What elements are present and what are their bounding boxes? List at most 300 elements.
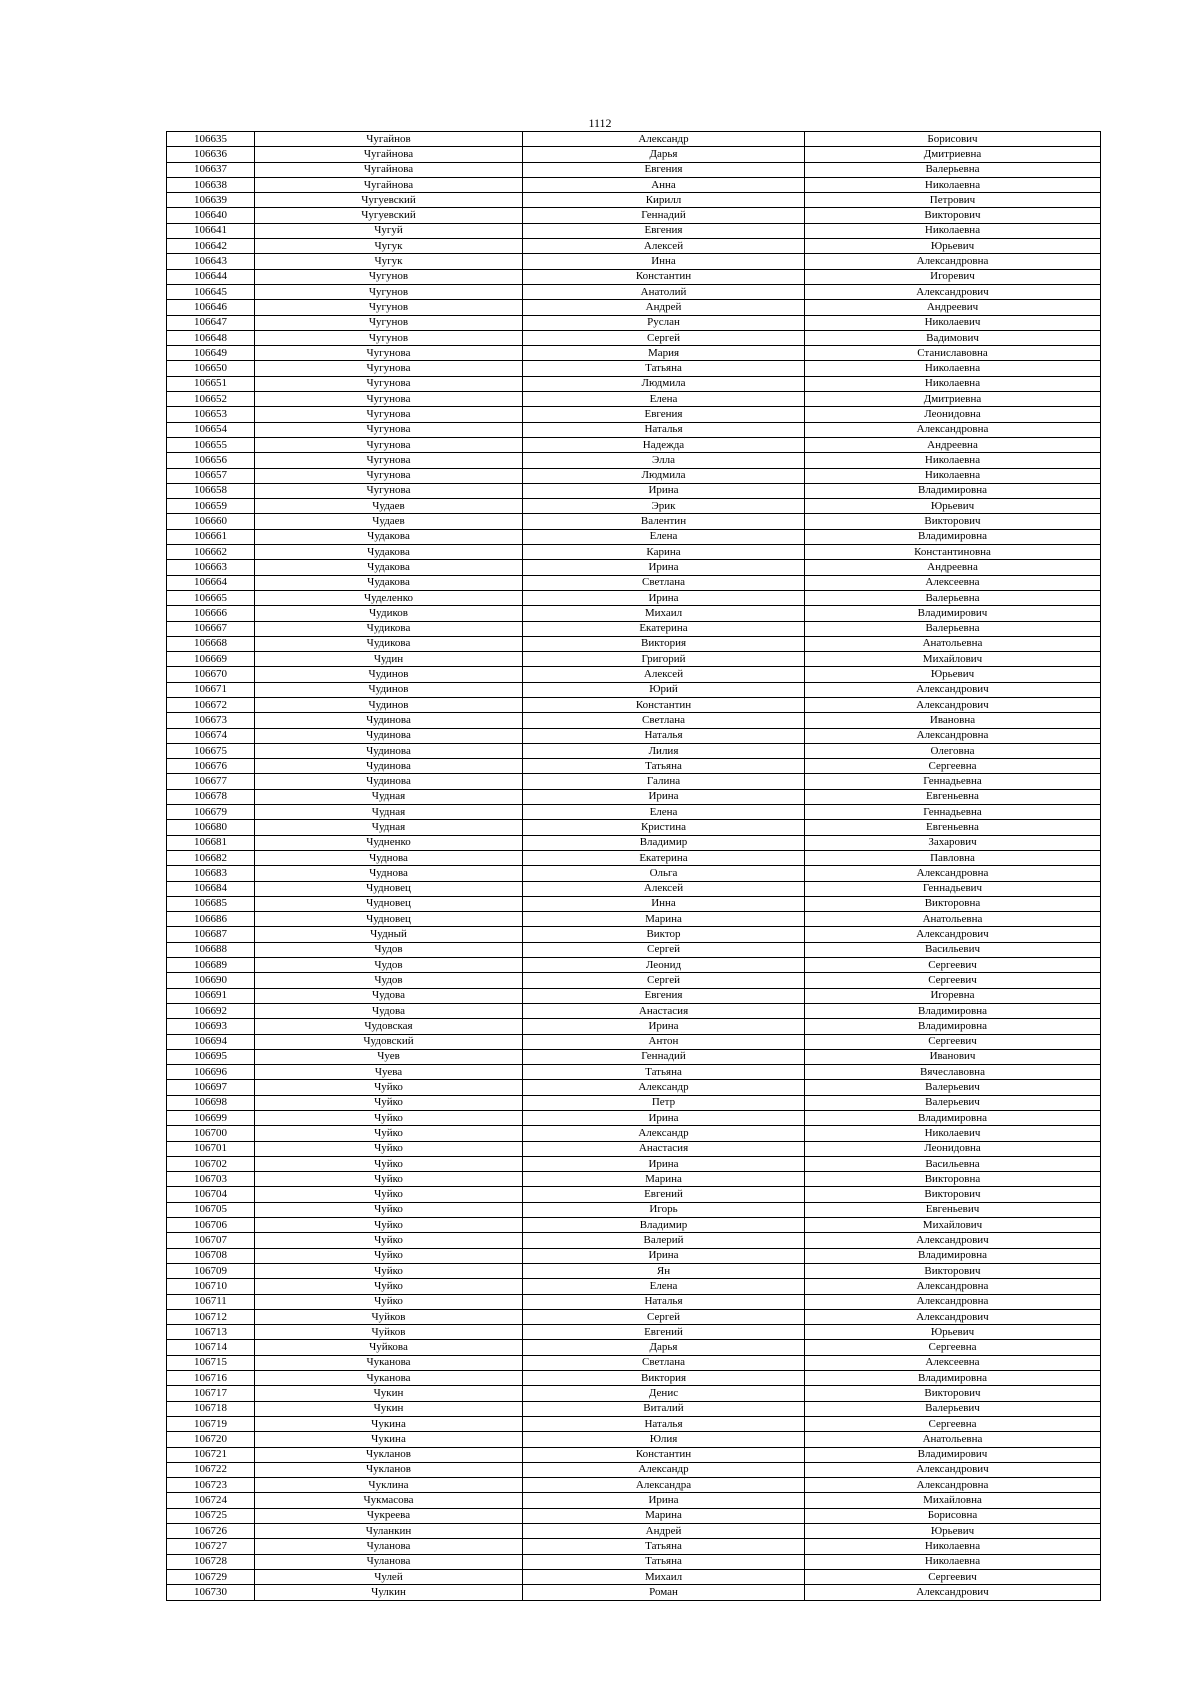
row-number-cell: 106659	[167, 499, 255, 514]
last-name-cell: Чугунова	[255, 468, 523, 483]
patronymic-cell: Николаевна	[805, 223, 1101, 238]
first-name-cell: Ирина	[523, 560, 805, 575]
patronymic-cell: Владимировна	[805, 1111, 1101, 1126]
row-number-cell: 106675	[167, 743, 255, 758]
patronymic-cell: Андреевич	[805, 300, 1101, 315]
first-name-cell: Светлана	[523, 713, 805, 728]
patronymic-cell: Анатольевна	[805, 1432, 1101, 1447]
row-number-cell: 106711	[167, 1294, 255, 1309]
patronymic-cell: Юрьевич	[805, 667, 1101, 682]
row-number-cell: 106687	[167, 927, 255, 942]
first-name-cell: Александр	[523, 1080, 805, 1095]
table-row	[167, 468, 1101, 483]
first-name-cell: Элла	[523, 453, 805, 468]
patronymic-cell: Николаевна	[805, 1554, 1101, 1569]
table-row	[167, 560, 1101, 575]
last-name-cell: Чудинов	[255, 697, 523, 712]
last-name-cell: Чуклина	[255, 1478, 523, 1493]
table-row	[167, 820, 1101, 835]
first-name-cell: Андрей	[523, 1524, 805, 1539]
last-name-cell: Чуева	[255, 1065, 523, 1080]
table-row	[167, 621, 1101, 636]
last-name-cell: Чугуевский	[255, 193, 523, 208]
row-number-cell: 106641	[167, 223, 255, 238]
row-number-cell: 106647	[167, 315, 255, 330]
last-name-cell: Чукин	[255, 1386, 523, 1401]
last-name-cell: Чуйко	[255, 1095, 523, 1110]
table-row	[167, 942, 1101, 957]
table-row	[167, 177, 1101, 192]
table-row	[167, 1187, 1101, 1202]
last-name-cell: Чудакова	[255, 545, 523, 560]
first-name-cell: Евгений	[523, 1325, 805, 1340]
patronymic-cell: Ивановна	[805, 713, 1101, 728]
first-name-cell: Ирина	[523, 1248, 805, 1263]
first-name-cell: Юрий	[523, 682, 805, 697]
first-name-cell: Лилия	[523, 743, 805, 758]
row-number-cell: 106729	[167, 1569, 255, 1584]
last-name-cell: Чугайнов	[255, 132, 523, 147]
table-row	[167, 1340, 1101, 1355]
last-name-cell: Чукина	[255, 1416, 523, 1431]
row-number-cell: 106714	[167, 1340, 255, 1355]
table-row	[167, 1065, 1101, 1080]
table-row	[167, 606, 1101, 621]
first-name-cell: Татьяна	[523, 1539, 805, 1554]
patronymic-cell: Викторович	[805, 514, 1101, 529]
last-name-cell: Чудновец	[255, 896, 523, 911]
table-row	[167, 743, 1101, 758]
table-row	[167, 1309, 1101, 1324]
patronymic-cell: Станиславовна	[805, 346, 1101, 361]
last-name-cell: Чугайнова	[255, 147, 523, 162]
table-row	[167, 1478, 1101, 1493]
table-row	[167, 1447, 1101, 1462]
first-name-cell: Владимир	[523, 1218, 805, 1233]
row-number-cell: 106706	[167, 1218, 255, 1233]
table-row	[167, 759, 1101, 774]
row-number-cell: 106670	[167, 667, 255, 682]
first-name-cell: Евгения	[523, 407, 805, 422]
patronymic-cell: Анатольевна	[805, 912, 1101, 927]
first-name-cell: Александра	[523, 1478, 805, 1493]
patronymic-cell: Сергеевна	[805, 1340, 1101, 1355]
table-row	[167, 1095, 1101, 1110]
last-name-cell: Чудов	[255, 942, 523, 957]
first-name-cell: Мария	[523, 346, 805, 361]
row-number-cell: 106676	[167, 759, 255, 774]
first-name-cell: Игорь	[523, 1202, 805, 1217]
first-name-cell: Петр	[523, 1095, 805, 1110]
patronymic-cell: Александровна	[805, 422, 1101, 437]
patronymic-cell: Николаевна	[805, 177, 1101, 192]
row-number-cell: 106654	[167, 422, 255, 437]
row-number-cell: 106667	[167, 621, 255, 636]
row-number-cell: 106720	[167, 1432, 255, 1447]
first-name-cell: Виктория	[523, 636, 805, 651]
patronymic-cell: Валерьевич	[805, 1095, 1101, 1110]
table-row	[167, 330, 1101, 345]
patronymic-cell: Михайлович	[805, 652, 1101, 667]
last-name-cell: Чудин	[255, 652, 523, 667]
patronymic-cell: Дмитриевна	[805, 147, 1101, 162]
patronymic-cell: Владимировна	[805, 1019, 1101, 1034]
row-number-cell: 106710	[167, 1279, 255, 1294]
patronymic-cell: Александрович	[805, 927, 1101, 942]
patronymic-cell: Владимирович	[805, 606, 1101, 621]
last-name-cell: Чудинова	[255, 774, 523, 789]
last-name-cell: Чуйко	[255, 1080, 523, 1095]
patronymic-cell: Олеговна	[805, 743, 1101, 758]
table-row	[167, 575, 1101, 590]
patronymic-cell: Александрович	[805, 284, 1101, 299]
last-name-cell: Чугунова	[255, 392, 523, 407]
table-row	[167, 927, 1101, 942]
table-row	[167, 697, 1101, 712]
first-name-cell: Андрей	[523, 300, 805, 315]
last-name-cell: Чудная	[255, 805, 523, 820]
last-name-cell: Чуднова	[255, 850, 523, 865]
row-number-cell: 106669	[167, 652, 255, 667]
table-row	[167, 392, 1101, 407]
first-name-cell: Денис	[523, 1386, 805, 1401]
table-row	[167, 835, 1101, 850]
first-name-cell: Анатолий	[523, 284, 805, 299]
table-row	[167, 652, 1101, 667]
row-number-cell: 106671	[167, 682, 255, 697]
table-row	[167, 346, 1101, 361]
last-name-cell: Чугук	[255, 254, 523, 269]
last-name-cell: Чугук	[255, 239, 523, 254]
patronymic-cell: Александрович	[805, 1585, 1101, 1600]
table-row	[167, 682, 1101, 697]
table-body	[167, 132, 1101, 1601]
first-name-cell: Елена	[523, 805, 805, 820]
first-name-cell: Ирина	[523, 1111, 805, 1126]
row-number-cell: 106678	[167, 789, 255, 804]
patronymic-cell: Сергеевна	[805, 1416, 1101, 1431]
first-name-cell: Сергей	[523, 973, 805, 988]
last-name-cell: Чугунов	[255, 330, 523, 345]
row-number-cell: 106643	[167, 254, 255, 269]
row-number-cell: 106712	[167, 1309, 255, 1324]
last-name-cell: Чуйко	[255, 1202, 523, 1217]
table-row	[167, 774, 1101, 789]
last-name-cell: Чудинова	[255, 728, 523, 743]
patronymic-cell: Александровна	[805, 1478, 1101, 1493]
last-name-cell: Чудинова	[255, 713, 523, 728]
patronymic-cell: Викторовна	[805, 1172, 1101, 1187]
first-name-cell: Ирина	[523, 789, 805, 804]
row-number-cell: 106674	[167, 728, 255, 743]
table-row	[167, 1432, 1101, 1447]
row-number-cell: 106718	[167, 1401, 255, 1416]
first-name-cell: Александр	[523, 1126, 805, 1141]
row-number-cell: 106717	[167, 1386, 255, 1401]
table-row	[167, 1003, 1101, 1018]
names-table	[166, 131, 1101, 1601]
row-number-cell: 106730	[167, 1585, 255, 1600]
first-name-cell: Дарья	[523, 147, 805, 162]
first-name-cell: Инна	[523, 896, 805, 911]
last-name-cell: Чудная	[255, 789, 523, 804]
table-row	[167, 1233, 1101, 1248]
row-number-cell: 106708	[167, 1248, 255, 1263]
row-number-cell: 106702	[167, 1156, 255, 1171]
first-name-cell: Людмила	[523, 468, 805, 483]
row-number-cell: 106725	[167, 1508, 255, 1523]
last-name-cell: Чуйко	[255, 1263, 523, 1278]
last-name-cell: Чугунова	[255, 407, 523, 422]
row-number-cell: 106658	[167, 483, 255, 498]
first-name-cell: Наталья	[523, 728, 805, 743]
patronymic-cell: Алексеевна	[805, 575, 1101, 590]
table-row	[167, 973, 1101, 988]
row-number-cell: 106703	[167, 1172, 255, 1187]
first-name-cell: Эрик	[523, 499, 805, 514]
last-name-cell: Чугунова	[255, 437, 523, 452]
first-name-cell: Анастасия	[523, 1003, 805, 1018]
patronymic-cell: Борисович	[805, 132, 1101, 147]
row-number-cell: 106651	[167, 376, 255, 391]
table-row	[167, 866, 1101, 881]
patronymic-cell: Вадимович	[805, 330, 1101, 345]
patronymic-cell: Геннадьевна	[805, 774, 1101, 789]
patronymic-cell: Сергеевич	[805, 958, 1101, 973]
row-number-cell: 106709	[167, 1263, 255, 1278]
row-number-cell: 106698	[167, 1095, 255, 1110]
patronymic-cell: Александрович	[805, 1309, 1101, 1324]
table-row	[167, 1156, 1101, 1171]
patronymic-cell: Николаевна	[805, 453, 1101, 468]
row-number-cell: 106639	[167, 193, 255, 208]
row-number-cell: 106666	[167, 606, 255, 621]
patronymic-cell: Игоревич	[805, 269, 1101, 284]
first-name-cell: Роман	[523, 1585, 805, 1600]
patronymic-cell: Владимирович	[805, 1447, 1101, 1462]
table-row	[167, 1508, 1101, 1523]
patronymic-cell: Николаевна	[805, 361, 1101, 376]
row-number-cell: 106679	[167, 805, 255, 820]
patronymic-cell: Леонидовна	[805, 1141, 1101, 1156]
patronymic-cell: Андреевна	[805, 560, 1101, 575]
row-number-cell: 106657	[167, 468, 255, 483]
row-number-cell: 106696	[167, 1065, 255, 1080]
last-name-cell: Чукреева	[255, 1508, 523, 1523]
row-number-cell: 106689	[167, 958, 255, 973]
table-row	[167, 269, 1101, 284]
table-row	[167, 728, 1101, 743]
row-number-cell: 106665	[167, 590, 255, 605]
last-name-cell: Чугунова	[255, 422, 523, 437]
first-name-cell: Константин	[523, 269, 805, 284]
row-number-cell: 106682	[167, 850, 255, 865]
table-row	[167, 1371, 1101, 1386]
row-number-cell: 106635	[167, 132, 255, 147]
first-name-cell: Геннадий	[523, 1049, 805, 1064]
first-name-cell: Анна	[523, 177, 805, 192]
last-name-cell: Чуднова	[255, 866, 523, 881]
first-name-cell: Татьяна	[523, 759, 805, 774]
first-name-cell: Константин	[523, 697, 805, 712]
first-name-cell: Ольга	[523, 866, 805, 881]
first-name-cell: Александр	[523, 132, 805, 147]
last-name-cell: Чугуевский	[255, 208, 523, 223]
row-number-cell: 106694	[167, 1034, 255, 1049]
first-name-cell: Екатерина	[523, 850, 805, 865]
last-name-cell: Чудовский	[255, 1034, 523, 1049]
first-name-cell: Елена	[523, 392, 805, 407]
row-number-cell: 106726	[167, 1524, 255, 1539]
table-row	[167, 315, 1101, 330]
patronymic-cell: Александровна	[805, 1279, 1101, 1294]
row-number-cell: 106663	[167, 560, 255, 575]
first-name-cell: Виктор	[523, 927, 805, 942]
last-name-cell: Чуйко	[255, 1279, 523, 1294]
first-name-cell: Татьяна	[523, 1554, 805, 1569]
last-name-cell: Чудакова	[255, 560, 523, 575]
last-name-cell: Чугунов	[255, 284, 523, 299]
table-row	[167, 208, 1101, 223]
row-number-cell: 106645	[167, 284, 255, 299]
last-name-cell: Чуйков	[255, 1325, 523, 1340]
patronymic-cell: Юрьевич	[805, 239, 1101, 254]
table-row	[167, 1554, 1101, 1569]
row-number-cell: 106721	[167, 1447, 255, 1462]
last-name-cell: Чуланова	[255, 1539, 523, 1554]
last-name-cell: Чугунова	[255, 376, 523, 391]
first-name-cell: Людмила	[523, 376, 805, 391]
first-name-cell: Леонид	[523, 958, 805, 973]
table-row	[167, 636, 1101, 651]
patronymic-cell: Анатольевна	[805, 636, 1101, 651]
row-number-cell: 106695	[167, 1049, 255, 1064]
first-name-cell: Геннадий	[523, 208, 805, 223]
last-name-cell: Чуделенко	[255, 590, 523, 605]
row-number-cell: 106664	[167, 575, 255, 590]
patronymic-cell: Евгеньевна	[805, 820, 1101, 835]
last-name-cell: Чукин	[255, 1401, 523, 1416]
table-row	[167, 1126, 1101, 1141]
first-name-cell: Ирина	[523, 590, 805, 605]
patronymic-cell: Сергеевич	[805, 1034, 1101, 1049]
patronymic-cell: Викторович	[805, 1386, 1101, 1401]
last-name-cell: Чугайнова	[255, 162, 523, 177]
table-row	[167, 407, 1101, 422]
row-number-cell: 106719	[167, 1416, 255, 1431]
table-row	[167, 422, 1101, 437]
patronymic-cell: Захарович	[805, 835, 1101, 850]
last-name-cell: Чуйко	[255, 1156, 523, 1171]
row-number-cell: 106642	[167, 239, 255, 254]
row-number-cell: 106688	[167, 942, 255, 957]
table-row	[167, 162, 1101, 177]
table-row	[167, 1524, 1101, 1539]
last-name-cell: Чудная	[255, 820, 523, 835]
patronymic-cell: Николаевич	[805, 315, 1101, 330]
patronymic-cell: Леонидовна	[805, 407, 1101, 422]
first-name-cell: Анастасия	[523, 1141, 805, 1156]
row-number-cell: 106644	[167, 269, 255, 284]
first-name-cell: Кирилл	[523, 193, 805, 208]
last-name-cell: Чугунова	[255, 346, 523, 361]
first-name-cell: Константин	[523, 1447, 805, 1462]
first-name-cell: Светлана	[523, 575, 805, 590]
last-name-cell: Чуйко	[255, 1172, 523, 1187]
row-number-cell: 106690	[167, 973, 255, 988]
patronymic-cell: Игоревна	[805, 988, 1101, 1003]
table-row	[167, 850, 1101, 865]
first-name-cell: Евгения	[523, 223, 805, 238]
patronymic-cell: Валерьевна	[805, 162, 1101, 177]
table-row	[167, 1218, 1101, 1233]
first-name-cell: Елена	[523, 1279, 805, 1294]
last-name-cell: Чуйко	[255, 1248, 523, 1263]
last-name-cell: Чудакова	[255, 529, 523, 544]
table-row	[167, 437, 1101, 452]
last-name-cell: Чудинова	[255, 743, 523, 758]
patronymic-cell: Юрьевич	[805, 1524, 1101, 1539]
first-name-cell: Инна	[523, 254, 805, 269]
first-name-cell: Алексей	[523, 239, 805, 254]
table-row	[167, 881, 1101, 896]
first-name-cell: Кристина	[523, 820, 805, 835]
table-row	[167, 1416, 1101, 1431]
table-row	[167, 1248, 1101, 1263]
table-row	[167, 376, 1101, 391]
last-name-cell: Чудакова	[255, 575, 523, 590]
last-name-cell: Чугайнова	[255, 177, 523, 192]
table-row	[167, 529, 1101, 544]
last-name-cell: Чугунов	[255, 300, 523, 315]
patronymic-cell: Валерьевна	[805, 621, 1101, 636]
row-number-cell: 106704	[167, 1187, 255, 1202]
patronymic-cell: Юрьевич	[805, 499, 1101, 514]
patronymic-cell: Евгеньевна	[805, 789, 1101, 804]
row-number-cell: 106655	[167, 437, 255, 452]
last-name-cell: Чуканова	[255, 1355, 523, 1370]
table-row	[167, 1141, 1101, 1156]
patronymic-cell: Андреевна	[805, 437, 1101, 452]
last-name-cell: Чуйко	[255, 1294, 523, 1309]
first-name-cell: Руслан	[523, 315, 805, 330]
row-number-cell: 106715	[167, 1355, 255, 1370]
table-row	[167, 667, 1101, 682]
first-name-cell: Сергей	[523, 330, 805, 345]
patronymic-cell: Михайловна	[805, 1493, 1101, 1508]
table-row	[167, 499, 1101, 514]
row-number-cell: 106691	[167, 988, 255, 1003]
patronymic-cell: Васильевна	[805, 1156, 1101, 1171]
row-number-cell: 106701	[167, 1141, 255, 1156]
table-row	[167, 132, 1101, 147]
table-row	[167, 1386, 1101, 1401]
row-number-cell: 106653	[167, 407, 255, 422]
table-row	[167, 805, 1101, 820]
table-row	[167, 1019, 1101, 1034]
table-row	[167, 514, 1101, 529]
first-name-cell: Ян	[523, 1263, 805, 1278]
table-row	[167, 545, 1101, 560]
first-name-cell: Юлия	[523, 1432, 805, 1447]
patronymic-cell: Викторович	[805, 1263, 1101, 1278]
row-number-cell: 106699	[167, 1111, 255, 1126]
last-name-cell: Чуйко	[255, 1111, 523, 1126]
first-name-cell: Наталья	[523, 1294, 805, 1309]
last-name-cell: Чуланкин	[255, 1524, 523, 1539]
row-number-cell: 106640	[167, 208, 255, 223]
patronymic-cell: Валерьевна	[805, 590, 1101, 605]
